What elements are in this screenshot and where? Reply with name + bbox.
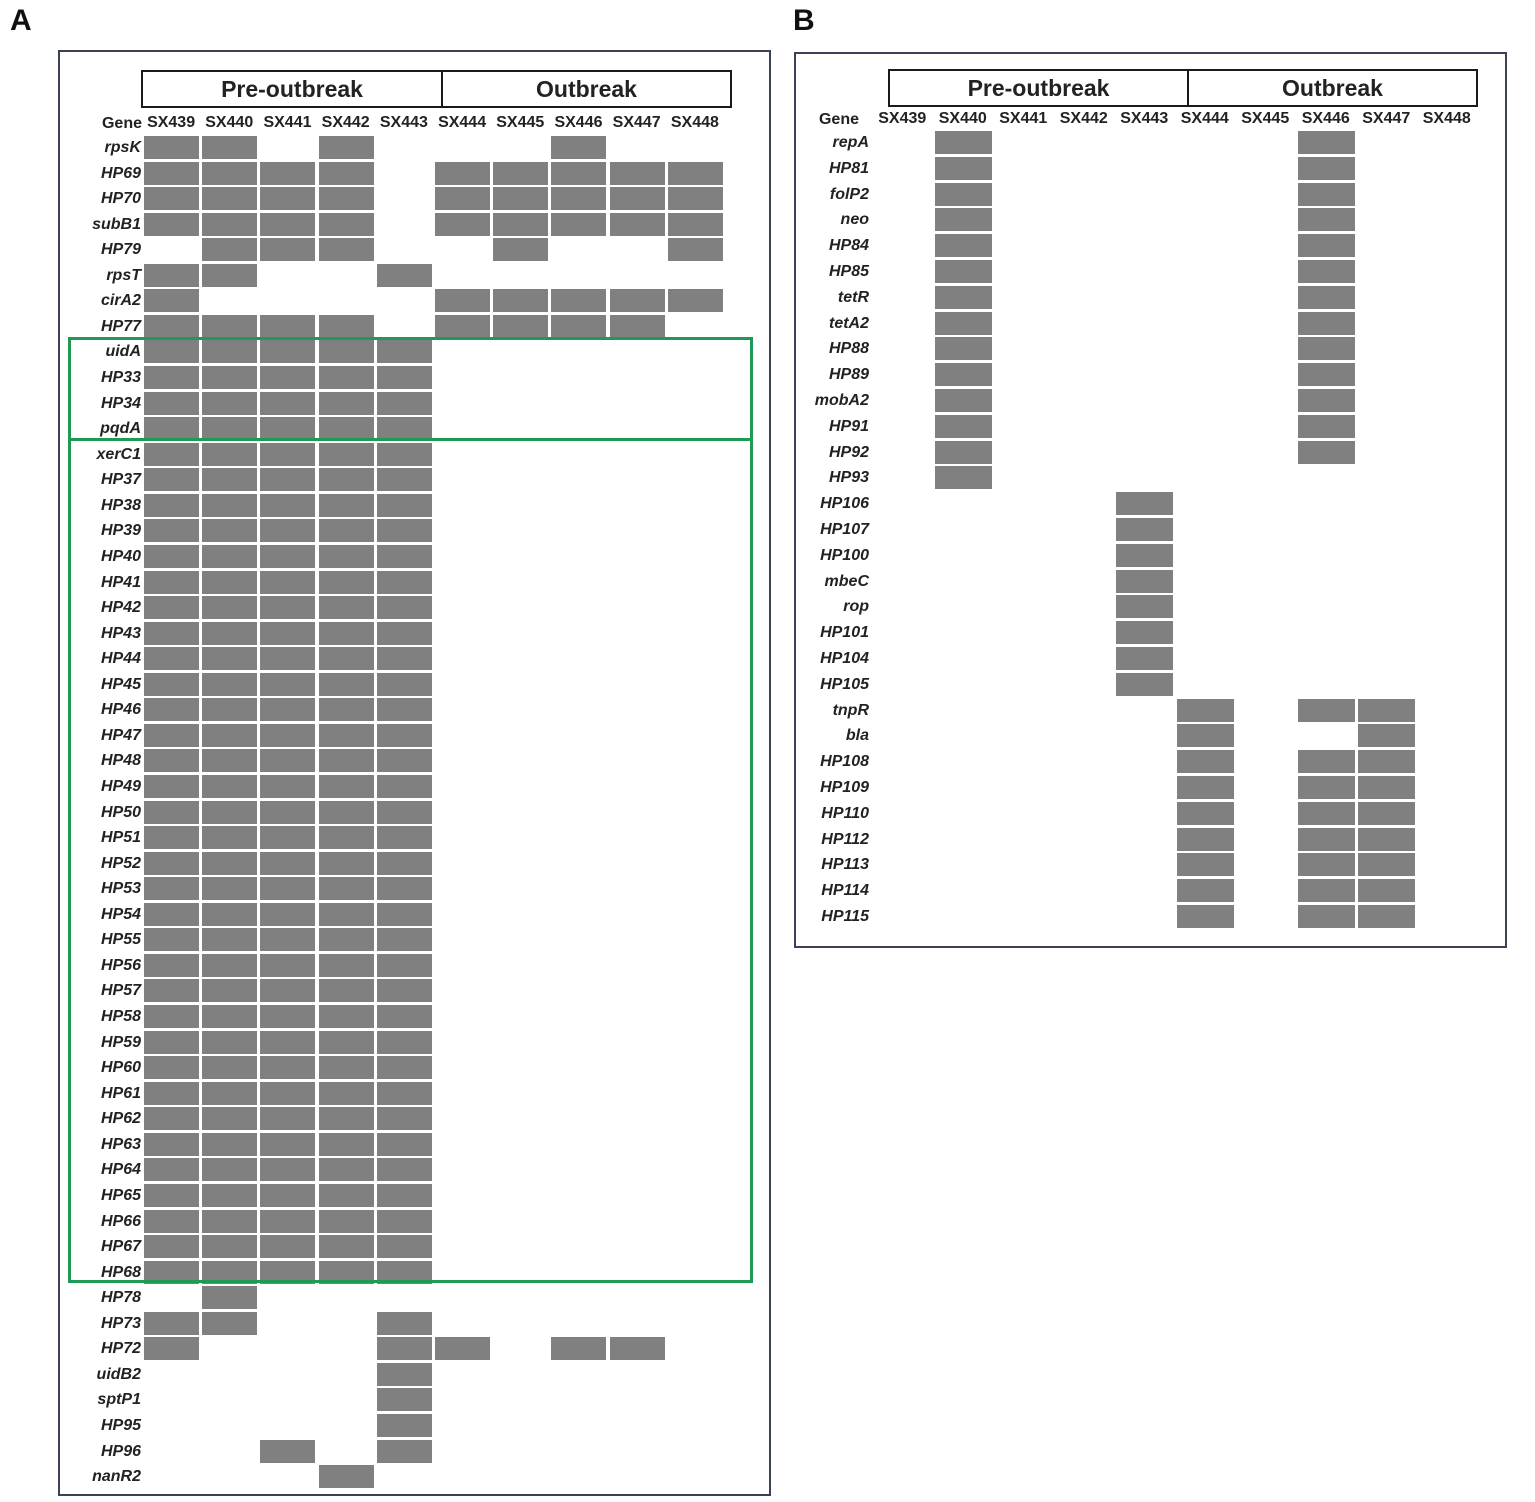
panel-a-gene-label-hp53: HP53 bbox=[100, 880, 141, 898]
panel-a-gene-label-hp46: HP46 bbox=[100, 701, 141, 719]
panel-b-cell-hp114-sx444 bbox=[1177, 879, 1234, 902]
panel-b-column-header-sx444: SX444 bbox=[1180, 110, 1229, 127]
panel-b-gene-label-tetr: tetR bbox=[837, 288, 869, 306]
panel-a-cell-hp79-sx445 bbox=[493, 238, 548, 261]
panel-a-cell-hp73-sx443 bbox=[377, 1312, 432, 1335]
panel-b-gene-label-hp93: HP93 bbox=[828, 469, 869, 487]
panel-a-gene-label-hp60: HP60 bbox=[100, 1059, 141, 1077]
panel-b-gene-label-tnpr: tnpR bbox=[832, 701, 869, 719]
panel-b-gene-label-hp108: HP108 bbox=[820, 753, 869, 771]
panel-a-cell-hp69-sx446 bbox=[551, 162, 606, 185]
panel-a-column-header-sx445: SX445 bbox=[496, 114, 545, 131]
panel-b-cell-folp2-sx446 bbox=[1298, 183, 1355, 206]
panel-b-cell-folp2-sx440 bbox=[935, 183, 992, 206]
panel-a-gene-label-hp58: HP58 bbox=[100, 1008, 141, 1026]
panel-b-cell-hp101-sx443 bbox=[1116, 621, 1173, 644]
panel-b-cell-hp108-sx447 bbox=[1358, 750, 1415, 773]
panel-a-cell-hp95-sx443 bbox=[377, 1414, 432, 1437]
panel-a-gene-label-hp59: HP59 bbox=[100, 1033, 141, 1051]
panel-b-column-header-sx441: SX441 bbox=[999, 110, 1048, 127]
panel-a-column-header-sx440: SX440 bbox=[205, 114, 254, 131]
panel-b-gene-label-hp89: HP89 bbox=[828, 366, 869, 384]
panel-b-gene-label-hp101: HP101 bbox=[820, 624, 869, 642]
panel-b-cell-teta2-sx440 bbox=[935, 312, 992, 335]
panel-b-cell-teta2-sx446 bbox=[1298, 312, 1355, 335]
panel-a-cell-subb1-sx439 bbox=[144, 213, 199, 236]
panel-b-column-header-sx443: SX443 bbox=[1120, 110, 1169, 127]
panel-b-cell-hp115-sx447 bbox=[1358, 905, 1415, 928]
panel-a-cell-hp72-sx446 bbox=[551, 1337, 606, 1360]
panel-b-group-outbreak: Outbreak bbox=[1187, 69, 1478, 107]
panel-b-group-pre-outbreak: Pre-outbreak bbox=[888, 69, 1189, 107]
panel-a-gene-label-hp95: HP95 bbox=[100, 1417, 141, 1434]
panel-a-cell-cira2-sx448 bbox=[668, 289, 723, 312]
panel-b-cell-hp104-sx443 bbox=[1116, 647, 1173, 670]
panel-b-gene-header: Gene bbox=[818, 111, 859, 128]
panel-a-gene-label-hp70: HP70 bbox=[100, 190, 141, 208]
panel-a-gene-label-hp51: HP51 bbox=[100, 829, 141, 847]
panel-b-column-header-sx445: SX445 bbox=[1241, 110, 1290, 127]
panel-a-cell-subb1-sx445 bbox=[493, 213, 548, 236]
panel-a-cell-hp69-sx440 bbox=[202, 162, 257, 185]
panel-a-gene-label-pqda: pqdA bbox=[100, 420, 141, 438]
panel-a-cell-subb1-sx444 bbox=[435, 213, 490, 236]
panel-a-gene-label-hp50: HP50 bbox=[100, 803, 141, 821]
panel-b-gene-label-hp91: HP91 bbox=[828, 417, 869, 435]
panel-a-cell-subb1-sx441 bbox=[260, 213, 315, 236]
panel-a-cell-cira2-sx439 bbox=[144, 289, 199, 312]
panel-b-cell-tnpr-sx444 bbox=[1177, 699, 1234, 722]
panel-b-cell-tnpr-sx446 bbox=[1298, 699, 1355, 722]
panel-b-gene-label-hp88: HP88 bbox=[828, 340, 869, 358]
panel-b-cell-hp92-sx446 bbox=[1298, 441, 1355, 464]
panel-b-gene-label-hp104: HP104 bbox=[820, 650, 869, 667]
panel-a-gene-label-hp72: HP72 bbox=[100, 1340, 141, 1358]
panel-a-cell-hp70-sx440 bbox=[202, 187, 257, 210]
panel-a-cell-hp79-sx448 bbox=[668, 238, 723, 261]
panel-a-gene-label-hp69: HP69 bbox=[100, 164, 141, 182]
panel-a-gene-label-hp68: HP68 bbox=[100, 1263, 141, 1281]
panel-a-gene-label-rpst: rpsT bbox=[106, 266, 141, 284]
panel-a-gene-label-hp41: HP41 bbox=[100, 573, 141, 591]
panel-a-gene-label-hp56: HP56 bbox=[100, 956, 141, 974]
panel-a-gene-label-subb1: subB1 bbox=[92, 215, 141, 233]
panel-a-cell-hp70-sx441 bbox=[260, 187, 315, 210]
panel-a-gene-label-hp79: HP79 bbox=[100, 241, 141, 259]
panel-b-cell-neo-sx446 bbox=[1298, 208, 1355, 231]
panel-b-cell-hp84-sx446 bbox=[1298, 234, 1355, 257]
panel-a-gene-label-hp61: HP61 bbox=[100, 1084, 141, 1102]
panel-a-cell-hp70-sx444 bbox=[435, 187, 490, 210]
panel-a-column-header-sx446: SX446 bbox=[554, 114, 603, 131]
panel-b-cell-hp106-sx443 bbox=[1116, 492, 1173, 515]
panel-a-cell-rpst-sx443 bbox=[377, 264, 432, 287]
panel-a-gene-label-hp40: HP40 bbox=[100, 547, 141, 565]
panel-b-cell-hp112-sx446 bbox=[1298, 828, 1355, 851]
panel-b-cell-moba2-sx446 bbox=[1298, 389, 1355, 412]
panel-a-gene-label-hp57: HP57 bbox=[100, 982, 141, 1000]
panel-b-cell-hp81-sx440 bbox=[935, 157, 992, 180]
panel-b-cell-hp84-sx440 bbox=[935, 234, 992, 257]
panel-a-gene-label-sptp1: sptP1 bbox=[97, 1391, 141, 1409]
panel-a-gene-label-rpsk: rpsK bbox=[104, 139, 141, 156]
panel-a-column-header-sx444: SX444 bbox=[438, 114, 487, 131]
panel-b-gene-label-hp100: HP100 bbox=[820, 546, 869, 564]
panel-a-gene-label-hp37: HP37 bbox=[100, 471, 141, 489]
panel-b-cell-hp112-sx447 bbox=[1358, 828, 1415, 851]
panel-a-gene-label-hp73: HP73 bbox=[100, 1314, 141, 1332]
panel-a-gene-label-hp66: HP66 bbox=[100, 1212, 141, 1230]
panel-a-cell-cira2-sx447 bbox=[610, 289, 665, 312]
panel-a-cell-hp79-sx442 bbox=[319, 238, 374, 261]
panel-a-group-outbreak: Outbreak bbox=[441, 70, 732, 108]
panel-a-cell-uidb2-sx443 bbox=[377, 1363, 432, 1386]
panel-b-cell-repa-sx440 bbox=[935, 131, 992, 154]
panel-a-cell-hp72-sx439 bbox=[144, 1337, 199, 1360]
panel-b-cell-repa-sx446 bbox=[1298, 131, 1355, 154]
panel-b-cell-neo-sx440 bbox=[935, 208, 992, 231]
panel-a-cell-hp77-sx444 bbox=[435, 315, 490, 338]
panel-b-cell-bla-sx444 bbox=[1177, 724, 1234, 747]
panel-a-cell-hp70-sx447 bbox=[610, 187, 665, 210]
panel-a-gene-label-hp62: HP62 bbox=[100, 1110, 141, 1128]
panel-b-cell-tetr-sx440 bbox=[935, 286, 992, 309]
panel-b-cell-hp92-sx440 bbox=[935, 441, 992, 464]
panel-a-gene-label-hp34: HP34 bbox=[100, 394, 141, 412]
panel-b-cell-hp107-sx443 bbox=[1116, 518, 1173, 541]
panel-b-cell-hp89-sx440 bbox=[935, 363, 992, 386]
panel-b-cell-hp115-sx444 bbox=[1177, 905, 1234, 928]
panel-b-cell-hp110-sx447 bbox=[1358, 802, 1415, 825]
panel-a-gene-label-uida: uidA bbox=[105, 343, 141, 361]
panel-a-cell-rpsk-sx439 bbox=[144, 136, 199, 159]
panel-a-cell-hp69-sx441 bbox=[260, 162, 315, 185]
panel-b-gene-label-neo: neo bbox=[840, 211, 869, 229]
panel-a-gene-label-hp33: HP33 bbox=[100, 369, 141, 387]
panel-b-gene-label-teta2: tetA2 bbox=[828, 314, 869, 332]
panel-b-gene-label-mbec: mbeC bbox=[824, 572, 869, 590]
panel-b-cell-hp93-sx440 bbox=[935, 466, 992, 489]
panel-b-cell-hp109-sx444 bbox=[1177, 776, 1234, 799]
panel-a-gene-label-hp64: HP64 bbox=[100, 1161, 141, 1179]
panel-a-cell-hp96-sx443 bbox=[377, 1440, 432, 1463]
panel-a-cell-hp77-sx445 bbox=[493, 315, 548, 338]
panel-b-gene-label-hp115: HP115 bbox=[821, 908, 869, 925]
panel-a-cell-subb1-sx442 bbox=[319, 213, 374, 236]
panel-b-cell-hp109-sx446 bbox=[1298, 776, 1355, 799]
panel-a-cluster-box-1 bbox=[68, 337, 753, 441]
panel-a-gene-label-hp38: HP38 bbox=[100, 496, 141, 514]
panel-b-cell-hp81-sx446 bbox=[1298, 157, 1355, 180]
panel-a-gene-label-hp39: HP39 bbox=[100, 522, 141, 540]
panel-b-cell-hp113-sx447 bbox=[1358, 853, 1415, 876]
panel-a-cell-rpsk-sx440 bbox=[202, 136, 257, 159]
panel-a-column-header-sx443: SX443 bbox=[379, 114, 428, 131]
panel-a-cluster-box-2 bbox=[68, 438, 753, 1283]
panel-a-gene-label-hp43: HP43 bbox=[100, 624, 141, 642]
panel-b-cell-bla-sx447 bbox=[1358, 724, 1415, 747]
panel-b-column-header-sx448: SX448 bbox=[1422, 110, 1471, 127]
panel-a-cell-subb1-sx448 bbox=[668, 213, 723, 236]
panel-b-cell-hp113-sx446 bbox=[1298, 853, 1355, 876]
panel-b-gene-label-moba2: mobA2 bbox=[814, 392, 869, 409]
panel-a-cell-hp72-sx443 bbox=[377, 1337, 432, 1360]
panel-a-gene-label-hp44: HP44 bbox=[100, 650, 141, 668]
panel-b-cell-mbec-sx443 bbox=[1116, 570, 1173, 593]
panel-a-cell-hp72-sx447 bbox=[610, 1337, 665, 1360]
panel-b-cell-hp88-sx446 bbox=[1298, 337, 1355, 360]
panel-b-cell-hp115-sx446 bbox=[1298, 905, 1355, 928]
panel-a-column-header-sx448: SX448 bbox=[670, 114, 719, 131]
panel-a-gene-label-hp67: HP67 bbox=[100, 1238, 141, 1256]
panel-b-cell-tetr-sx446 bbox=[1298, 286, 1355, 309]
panel-b-gene-label-hp84: HP84 bbox=[828, 237, 869, 255]
panel-b-gene-label-repa: repA bbox=[832, 134, 869, 151]
panel-a-cell-hp77-sx439 bbox=[144, 315, 199, 338]
panel-b-cell-hp85-sx446 bbox=[1298, 260, 1355, 283]
panel-a-cell-hp73-sx440 bbox=[202, 1312, 257, 1335]
panel-b-cell-hp91-sx440 bbox=[935, 415, 992, 438]
panel-b-column-header-sx447: SX447 bbox=[1362, 110, 1411, 127]
panel-b-cell-hp114-sx446 bbox=[1298, 879, 1355, 902]
panel-a-cell-cira2-sx446 bbox=[551, 289, 606, 312]
panel-a-gene-label-hp96: HP96 bbox=[100, 1442, 141, 1460]
panel-a-cell-rpst-sx439 bbox=[144, 264, 199, 287]
panel-b-gene-label-hp112: HP112 bbox=[821, 830, 869, 848]
panel-a-column-header-sx439: SX439 bbox=[147, 114, 196, 131]
panel-b-gene-label-hp105: HP105 bbox=[820, 675, 869, 693]
panel-b-gene-label-hp85: HP85 bbox=[828, 263, 869, 280]
panel-a-group-pre-outbreak: Pre-outbreak bbox=[141, 70, 443, 108]
panel-b-gene-label-hp106: HP106 bbox=[820, 495, 869, 513]
panel-b-gene-label-hp81: HP81 bbox=[828, 159, 869, 177]
panel-b-gene-label-rop: rop bbox=[843, 598, 869, 616]
panel-a-gene-label-nanr2: nanR2 bbox=[92, 1468, 141, 1486]
panel-a-cell-hp72-sx444 bbox=[435, 1337, 490, 1360]
panel-a-cell-subb1-sx446 bbox=[551, 213, 606, 236]
panel-b-cell-hp91-sx446 bbox=[1298, 415, 1355, 438]
panel-a-cell-hp73-sx439 bbox=[144, 1312, 199, 1335]
panel-a-cell-hp70-sx448 bbox=[668, 187, 723, 210]
panel-b-gene-label-hp114: HP114 bbox=[821, 882, 869, 900]
panel-b-gene-label-bla: bla bbox=[845, 727, 869, 745]
panel-b-gene-label-hp109: HP109 bbox=[820, 779, 869, 796]
panel-a-cell-rpst-sx440 bbox=[202, 264, 257, 287]
panel-a-cell-hp79-sx440 bbox=[202, 238, 257, 261]
panel-b-column-header-sx442: SX442 bbox=[1059, 110, 1108, 127]
panel-a-cell-hp69-sx445 bbox=[493, 162, 548, 185]
panel-b-cell-hp85-sx440 bbox=[935, 260, 992, 283]
panel-a-cell-hp77-sx441 bbox=[260, 315, 315, 338]
panel-a-gene-label-hp54: HP54 bbox=[100, 905, 141, 923]
panel-b-cell-moba2-sx440 bbox=[935, 389, 992, 412]
panel-b-cell-hp108-sx444 bbox=[1177, 750, 1234, 773]
panel-a-cell-hp70-sx446 bbox=[551, 187, 606, 210]
panel-a-gene-label-hp45: HP45 bbox=[100, 675, 141, 693]
panel-b-gene-label-folp2: folP2 bbox=[829, 185, 869, 203]
panel-b-cell-hp88-sx440 bbox=[935, 337, 992, 360]
panel-a-cell-hp69-sx444 bbox=[435, 162, 490, 185]
panel-a-cell-cira2-sx444 bbox=[435, 289, 490, 312]
panel-a-gene-label-hp65: HP65 bbox=[100, 1186, 141, 1204]
panel-a-column-header-sx447: SX447 bbox=[612, 114, 661, 131]
panel-a-letter: A bbox=[10, 4, 32, 37]
panel-a-cell-hp77-sx440 bbox=[202, 315, 257, 338]
panel-b-gene-label-hp113: HP113 bbox=[821, 856, 869, 874]
panel-a-cell-cira2-sx445 bbox=[493, 289, 548, 312]
panel-a-column-header-sx441: SX441 bbox=[263, 114, 312, 131]
panel-b-letter: B bbox=[793, 4, 815, 37]
panel-a-gene-label-xerc1: xerC1 bbox=[96, 445, 141, 463]
panel-b-cell-hp108-sx446 bbox=[1298, 750, 1355, 773]
panel-a-cell-hp69-sx447 bbox=[610, 162, 665, 185]
panel-a-cell-rpsk-sx446 bbox=[551, 136, 606, 159]
panel-a-gene-label-hp42: HP42 bbox=[100, 599, 141, 617]
panel-a-cell-sptp1-sx443 bbox=[377, 1388, 432, 1411]
panel-a-cell-hp77-sx446 bbox=[551, 315, 606, 338]
panel-a-cell-nanr2-sx442 bbox=[319, 1465, 374, 1488]
panel-b-cell-hp114-sx447 bbox=[1358, 879, 1415, 902]
panel-b-cell-hp100-sx443 bbox=[1116, 544, 1173, 567]
panel-b-cell-tnpr-sx447 bbox=[1358, 699, 1415, 722]
panel-a-cell-rpsk-sx442 bbox=[319, 136, 374, 159]
panel-a-gene-label-hp55: HP55 bbox=[100, 931, 141, 949]
panel-b-cell-hp109-sx447 bbox=[1358, 776, 1415, 799]
panel-a-gene-label-hp63: HP63 bbox=[100, 1135, 141, 1153]
panel-b-column-header-sx439: SX439 bbox=[878, 110, 927, 127]
panel-b-gene-label-hp110: HP110 bbox=[821, 804, 869, 822]
panel-a-cell-hp78-sx440 bbox=[202, 1286, 257, 1309]
panel-a-column-header-sx442: SX442 bbox=[321, 114, 370, 131]
panel-a-gene-label-uidb2: uidB2 bbox=[96, 1365, 141, 1383]
panel-b-cell-hp110-sx444 bbox=[1177, 802, 1234, 825]
panel-b-column-header-sx440: SX440 bbox=[938, 110, 987, 127]
panel-a-gene-label-hp49: HP49 bbox=[100, 778, 141, 795]
panel-b-gene-label-hp107: HP107 bbox=[820, 521, 869, 538]
panel-a-cell-hp96-sx441 bbox=[260, 1440, 315, 1463]
panel-a-gene-label-cira2: cirA2 bbox=[100, 292, 141, 310]
panel-b-gene-label-hp92: HP92 bbox=[828, 443, 869, 461]
panel-b-cell-hp105-sx443 bbox=[1116, 673, 1173, 696]
panel-a-cell-hp69-sx442 bbox=[319, 162, 374, 185]
panel-a-cell-hp69-sx448 bbox=[668, 162, 723, 185]
panel-a-cell-hp70-sx445 bbox=[493, 187, 548, 210]
panel-a-gene-label-hp78: HP78 bbox=[100, 1289, 141, 1307]
panel-a-cell-hp77-sx442 bbox=[319, 315, 374, 338]
panel-b-cell-rop-sx443 bbox=[1116, 595, 1173, 618]
panel-b-cell-hp110-sx446 bbox=[1298, 802, 1355, 825]
panel-a-cell-hp70-sx439 bbox=[144, 187, 199, 210]
panel-a-cell-hp70-sx442 bbox=[319, 187, 374, 210]
panel-a-cell-hp69-sx439 bbox=[144, 162, 199, 185]
panel-a-cell-hp77-sx447 bbox=[610, 315, 665, 338]
panel-a-gene-label-hp48: HP48 bbox=[100, 752, 141, 770]
panel-a-gene-label-hp47: HP47 bbox=[100, 726, 141, 744]
panel-a-cell-subb1-sx447 bbox=[610, 213, 665, 236]
panel-b-column-header-sx446: SX446 bbox=[1301, 110, 1350, 127]
panel-b-cell-hp112-sx444 bbox=[1177, 828, 1234, 851]
panel-b-cell-hp89-sx446 bbox=[1298, 363, 1355, 386]
panel-a-cell-hp79-sx441 bbox=[260, 238, 315, 261]
panel-b-cell-hp113-sx444 bbox=[1177, 853, 1234, 876]
panel-a-gene-header: Gene bbox=[101, 115, 142, 132]
panel-a-gene-label-hp52: HP52 bbox=[100, 854, 141, 872]
panel-a-gene-label-hp77: HP77 bbox=[100, 317, 141, 335]
panel-a-cell-subb1-sx440 bbox=[202, 213, 257, 236]
